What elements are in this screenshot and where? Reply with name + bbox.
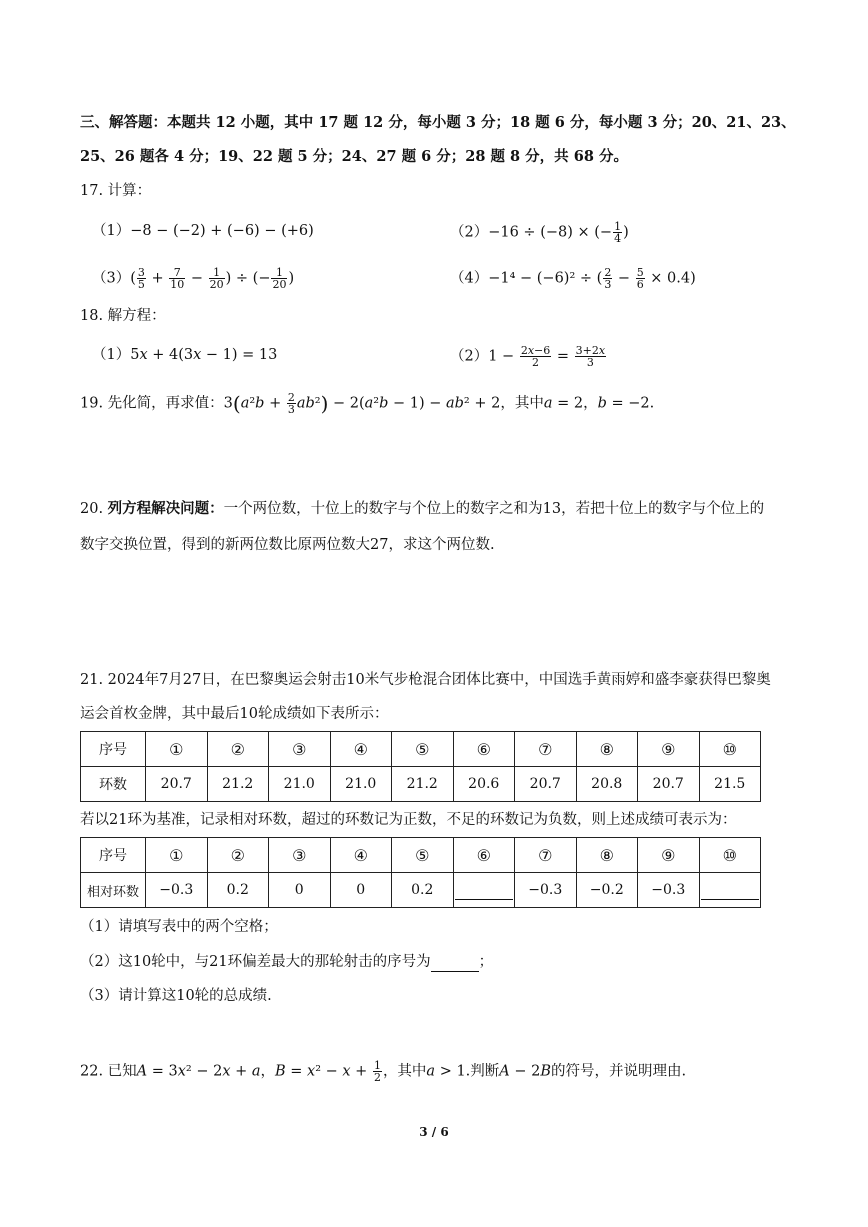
table-row: [81, 732, 761, 767]
index-cell: ⑨: [638, 732, 700, 767]
value-cell: 21.0: [330, 767, 392, 802]
q18-part2: （2）1 − $\frac{\text{2𝑥−6}}{2}$ = $\frac{\text{3+2𝑥}}{3}$: [450, 344, 606, 369]
page-number: 3 / 6: [419, 1125, 449, 1139]
q20-line1: 20. 列方程解决问题：一个两位数，十位上的数字与个位上的数字之和为13，若把十位上的数字与个位上的: [80, 500, 765, 517]
table-row: [81, 873, 761, 908]
q17-part3: （3）( $\frac{3}{5}$ + $\frac{7}{10}$ − $\frac{1}{20}$ ) ÷ (− $\frac{1}{20}$ ): [92, 266, 295, 291]
value-cell: 20.7: [515, 767, 577, 802]
index-cell: ②: [207, 838, 269, 873]
value-cell: 21.2: [392, 767, 454, 802]
value-cell: −0.3: [146, 873, 208, 908]
relative-score-table: [80, 837, 761, 908]
fraction: $\frac{\text{2𝑥−6}}{2}$: [520, 344, 551, 369]
score-table: [80, 731, 761, 802]
index-cell: ⑧: [576, 838, 638, 873]
fraction: $\frac{1}{20}$: [272, 266, 287, 291]
index-cell: ③: [269, 732, 331, 767]
table-header-cell: 序号: [81, 732, 146, 767]
table-header-cell: 序号: [81, 838, 146, 873]
q20-line2: 数字交换位置，得到的新两位数比原两位数大27，求这个两位数.: [80, 537, 495, 553]
index-cell: ⑥: [453, 732, 515, 767]
value-cell: 20.7: [146, 767, 208, 802]
blank-answer-cell[interactable]: [453, 873, 515, 908]
q17-title: 17. 计算：: [80, 183, 152, 199]
value-cell: 0: [269, 873, 331, 908]
q21-line1: 21. 2024年7月27日，在巴黎奥运会射击10米气步枪混合团体比赛中，中国选手黄雨婷和盛李豪获得巴黎奥: [80, 672, 771, 688]
fraction: $\frac{1}{20}$: [209, 266, 224, 291]
fraction: $\frac{3}{5}$: [137, 266, 145, 291]
q18-title: 18. 解方程：: [80, 308, 166, 324]
index-cell: ③: [269, 838, 331, 873]
index-cell: ④: [330, 838, 392, 873]
index-cell: ①: [146, 838, 208, 873]
table-header-cell: 相对环数: [81, 873, 146, 908]
q21-line2: 运会首枚金牌，其中最后10轮成绩如下表所示：: [80, 706, 389, 722]
answer-blank[interactable]: [431, 955, 479, 972]
fraction: $\frac{1}{4}$: [614, 220, 622, 245]
q17-part4: （4）−1⁴ − (−6)² ÷ ( $\frac{2}{3}$ − $\frac{5}{6}$ × 0.4): [450, 266, 696, 291]
index-cell: ⑤: [392, 838, 454, 873]
fraction: $\frac{7}{10}$: [170, 266, 185, 291]
q21-sub2: （2）这10轮中，与21环偏差最大的那轮射击的序号为 ；: [80, 954, 494, 970]
fraction: $\frac{2}{3}$: [287, 391, 295, 416]
value-cell: 0.2: [392, 873, 454, 908]
index-cell: ⑥: [453, 838, 515, 873]
index-cell: ⑦: [515, 838, 577, 873]
value-cell: 20.7: [638, 767, 700, 802]
fraction: $\frac{2}{3}$: [604, 266, 612, 291]
value-cell: 0.2: [207, 873, 269, 908]
q17-part1: （1）−8 − (−2) + (−6) − (+6): [92, 223, 314, 239]
index-cell: ②: [207, 732, 269, 767]
fraction: $\frac{\text{3+2𝑥}}{3}$: [575, 344, 606, 369]
table-row: [81, 838, 761, 873]
value-cell: 20.6: [453, 767, 515, 802]
q19-question: 19. 先化简，再求值：3(𝑎²𝑏 + $\frac{2}{3}$ 𝑎𝑏²) − 2(𝑎²𝑏 − 1) − 𝑎𝑏² + 2，其中𝑎 = 2，𝑏 = −2.: [80, 391, 655, 416]
value-cell: 21.2: [207, 767, 269, 802]
fraction: $\frac{1}{2}$: [373, 1059, 381, 1084]
index-cell: ⑧: [576, 732, 638, 767]
blank-answer-cell[interactable]: [699, 873, 761, 908]
index-cell: ⑨: [638, 838, 700, 873]
q21-sub3: （3）请计算这10轮的总成绩.: [80, 988, 272, 1004]
table-row: [81, 767, 761, 802]
answer-blank[interactable]: [455, 881, 513, 900]
q21-middle-text: 若以21环为基准，记录相对环数，超过的环数记为正数，不足的环数记为负数，则上述成绩可表示为：: [80, 812, 737, 828]
value-cell: 20.8: [576, 767, 638, 802]
q17-part2: （2）−16 ÷ (−8) × (− $\frac{1}{4}$ ): [450, 220, 629, 245]
index-cell: ⑩: [699, 732, 761, 767]
q18-part1: （1）5𝑥 + 4(3𝑥 − 1) = 13: [92, 347, 278, 363]
fraction: $\frac{5}{6}$: [636, 266, 644, 291]
index-cell: ④: [330, 732, 392, 767]
value-cell: −0.3: [515, 873, 577, 908]
index-cell: ①: [146, 732, 208, 767]
index-cell: ⑤: [392, 732, 454, 767]
section-header-line1: 三、解答题：本题共 12 小题，其中 17 题 12 分，每小题 3 分；18 题 6 分，每小题 3 分；20、21、23、: [80, 114, 796, 131]
value-cell: −0.3: [638, 873, 700, 908]
value-cell: 21.5: [699, 767, 761, 802]
index-cell: ⑦: [515, 732, 577, 767]
value-cell: −0.2: [576, 873, 638, 908]
value-cell: 21.0: [269, 767, 331, 802]
index-cell: ⑩: [699, 838, 761, 873]
q21-sub1: （1）请填写表中的两个空格；: [80, 919, 278, 935]
q22-question: 22. 已知𝐴 = 3𝑥² − 2𝑥 + 𝑎，𝐵 = 𝑥² − 𝑥 + $\frac{1}{2}$ ，其中𝑎 > 1.判断𝐴 − 2𝐵的符号，并说明理由.: [80, 1059, 687, 1084]
section-header-line2: 25、26 题各 4 分；19、22 题 5 分；24、27 题 6 分；28 题 8 分，共 68 分。: [80, 148, 628, 165]
value-cell: 0: [330, 873, 392, 908]
table-header-cell: 环数: [81, 767, 146, 802]
answer-blank[interactable]: [701, 881, 759, 900]
